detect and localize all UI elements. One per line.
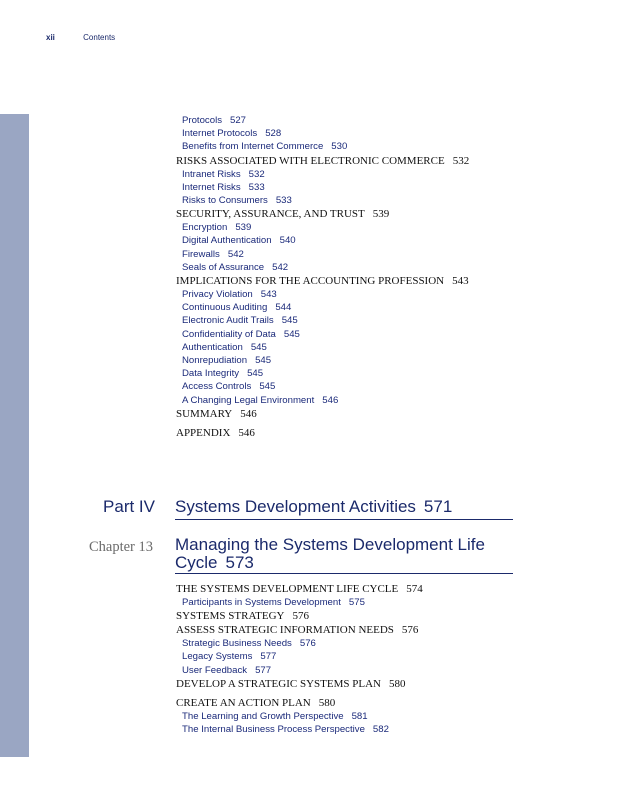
toc-subsection-entry[interactable] <box>176 194 516 207</box>
toc-entry-page: 546 <box>322 394 339 406</box>
toc-entry-title: THE SYSTEMS DEVELOPMENT LIFE CYCLE <box>176 583 399 595</box>
toc-entry-page: 542 <box>272 261 289 273</box>
chapter-title-text: Managing the Systems Development Life Cycle <box>175 535 485 572</box>
toc-subsection-entry[interactable] <box>176 637 516 650</box>
toc-entry-title: Internet Risks <box>182 181 241 193</box>
toc-entry-title: RISKS ASSOCIATED WITH ELECTRONIC COMMERCE <box>176 154 445 167</box>
toc-entry-page: 528 <box>265 128 282 140</box>
part-title-text: Systems Development Activities <box>175 497 416 516</box>
chapter-title[interactable] <box>175 536 513 574</box>
toc-entry-page: 539 <box>372 208 390 221</box>
toc-section-entry[interactable] <box>176 274 516 288</box>
toc-entry-page: 542 <box>227 248 244 260</box>
toc-entry-title: Continuous Auditing <box>182 302 268 314</box>
toc-entry-title: Digital Authentication <box>182 235 272 247</box>
toc-entry-title: DEVELOP A STRATEGIC SYSTEMS PLAN <box>176 677 381 690</box>
toc-entry-title: ASSESS STRATEGIC INFORMATION NEEDS <box>176 624 394 637</box>
toc-subsection-entry[interactable] <box>176 114 516 127</box>
toc-entry-page: 576 <box>292 610 309 623</box>
toc-subsection-entry[interactable] <box>176 301 516 314</box>
toc-entry-page: 545 <box>255 355 272 367</box>
toc-subsection-entry[interactable] <box>176 723 516 736</box>
toc-entry-page: 543 <box>452 275 469 288</box>
toc-entry-page: 545 <box>259 381 276 393</box>
toc-entry-page: 574 <box>406 583 423 595</box>
toc-subsection-entry[interactable] <box>176 288 516 301</box>
toc-block-lower <box>176 582 516 736</box>
page-number: xii <box>46 33 55 42</box>
toc-entry-page: 530 <box>331 141 348 153</box>
toc-entry-page: 539 <box>235 222 252 234</box>
toc-subsection-entry[interactable] <box>176 354 516 367</box>
chapter-page: 573 <box>225 553 254 572</box>
toc-section-entry[interactable] <box>176 207 516 221</box>
toc-entry-title: Internet Protocols <box>182 128 258 140</box>
toc-entry-title: Privacy Violation <box>182 289 253 301</box>
toc-subsection-entry[interactable] <box>176 314 516 327</box>
toc-entry-page: 533 <box>248 181 265 193</box>
toc-entry-page: 543 <box>260 289 277 301</box>
toc-entry-title: Firewalls <box>182 248 220 260</box>
toc-subsection-entry[interactable] <box>176 127 516 140</box>
toc-entry-title: Nonrepudiation <box>182 355 248 367</box>
toc-block-upper <box>176 114 516 440</box>
toc-entry-title: Authentication <box>182 341 243 353</box>
toc-entry-title: Access Controls <box>182 381 252 393</box>
toc-entry-title: Protocols <box>182 115 222 126</box>
toc-entry-page: 533 <box>275 195 292 207</box>
toc-entry-page: 532 <box>248 168 265 180</box>
toc-entry-page: 580 <box>388 677 406 690</box>
toc-entry-title: Strategic Business Needs <box>182 638 292 650</box>
toc-subsection-entry[interactable] <box>176 261 516 274</box>
toc-subsection-entry[interactable] <box>176 140 516 153</box>
toc-subsection-entry[interactable] <box>176 234 516 247</box>
toc-entry-title: CREATE AN ACTION PLAN <box>176 696 311 709</box>
toc-entry-title: SYSTEMS STRATEGY <box>176 610 285 623</box>
toc-entry-title: Data Integrity <box>182 368 240 380</box>
side-tab-bar <box>0 114 29 757</box>
toc-subsection-entry[interactable] <box>176 710 516 723</box>
toc-section-entry[interactable] <box>176 696 516 710</box>
toc-entry-title: Benefits from Internet Commerce <box>182 141 324 153</box>
toc-entry-title: The Learning and Growth Perspective <box>182 710 344 722</box>
toc-entry-page: 532 <box>452 154 470 167</box>
toc-entry-page: 577 <box>255 664 272 676</box>
toc-entry-page: 546 <box>238 426 255 439</box>
toc-section-entry[interactable] <box>176 426 516 440</box>
toc-section-entry[interactable] <box>176 407 516 421</box>
toc-section-entry[interactable] <box>176 154 516 168</box>
toc-entry-title: SECURITY, ASSURANCE, AND TRUST <box>176 208 365 221</box>
toc-entry-page: 545 <box>247 368 264 380</box>
toc-entry-page: 575 <box>348 597 365 608</box>
toc-entry-page: 582 <box>372 724 389 736</box>
toc-entry-page: 580 <box>318 696 336 709</box>
toc-entry-title: APPENDIX <box>176 426 231 439</box>
toc-entry-title: Participants in Systems Development <box>182 597 341 608</box>
running-title: Contents <box>83 33 116 42</box>
toc-section-entry[interactable] <box>176 677 516 691</box>
toc-entry-page: 545 <box>250 341 267 353</box>
chapter-label: Chapter 13 <box>88 539 153 555</box>
toc-entry-title: Seals of Assurance <box>182 261 265 273</box>
toc-subsection-entry[interactable] <box>176 248 516 261</box>
toc-entry-title: Legacy Systems <box>182 651 253 663</box>
toc-entry-page: 576 <box>401 624 419 637</box>
part-page: 571 <box>423 497 453 516</box>
toc-entry-title: User Feedback <box>182 664 248 676</box>
toc-section-entry[interactable] <box>176 609 516 623</box>
toc-subsection-entry[interactable] <box>176 664 516 677</box>
running-header <box>46 33 115 42</box>
toc-entry-page: 546 <box>240 407 257 420</box>
toc-section-entry[interactable] <box>176 582 516 596</box>
toc-entry-page: 581 <box>351 710 368 722</box>
toc-subsection-entry[interactable] <box>176 380 516 393</box>
toc-entry-title: The Internal Business Process Perspective <box>182 724 365 736</box>
part-label: Part IV <box>103 497 155 516</box>
toc-entry-title: IMPLICATIONS FOR THE ACCOUNTING PROFESSION <box>176 275 445 288</box>
part-title[interactable] <box>175 497 513 520</box>
toc-entry-title: Confidentiality of Data <box>182 328 276 340</box>
toc-subsection-entry[interactable] <box>176 181 516 194</box>
toc-entry-title: A Changing Legal Environment <box>182 394 315 406</box>
toc-entry-page: 527 <box>230 115 247 126</box>
toc-section-entry[interactable] <box>176 623 516 637</box>
toc-entry-title: Intranet Risks <box>182 168 241 180</box>
toc-subsection-entry[interactable] <box>176 341 516 354</box>
toc-subsection-entry[interactable] <box>176 328 516 341</box>
toc-entry-page: 540 <box>279 235 296 247</box>
toc-entry-title: Encryption <box>182 222 228 234</box>
toc-subsection-entry[interactable] <box>176 367 516 380</box>
toc-entry-page: 545 <box>283 328 300 340</box>
toc-entry-title: Risks to Consumers <box>182 195 268 207</box>
toc-subsection-entry[interactable] <box>176 394 516 407</box>
toc-entry-page: 544 <box>275 302 292 314</box>
toc-subsection-entry[interactable] <box>176 221 516 234</box>
toc-entry-page: 545 <box>281 315 298 327</box>
toc-subsection-entry[interactable] <box>176 596 516 609</box>
toc-entry-page: 576 <box>299 638 316 650</box>
toc-subsection-entry[interactable] <box>176 168 516 181</box>
toc-entry-page: 577 <box>260 651 277 663</box>
toc-entry-title: SUMMARY <box>176 407 233 420</box>
toc-subsection-entry[interactable] <box>176 650 516 663</box>
toc-entry-title: Electronic Audit Trails <box>182 315 274 327</box>
